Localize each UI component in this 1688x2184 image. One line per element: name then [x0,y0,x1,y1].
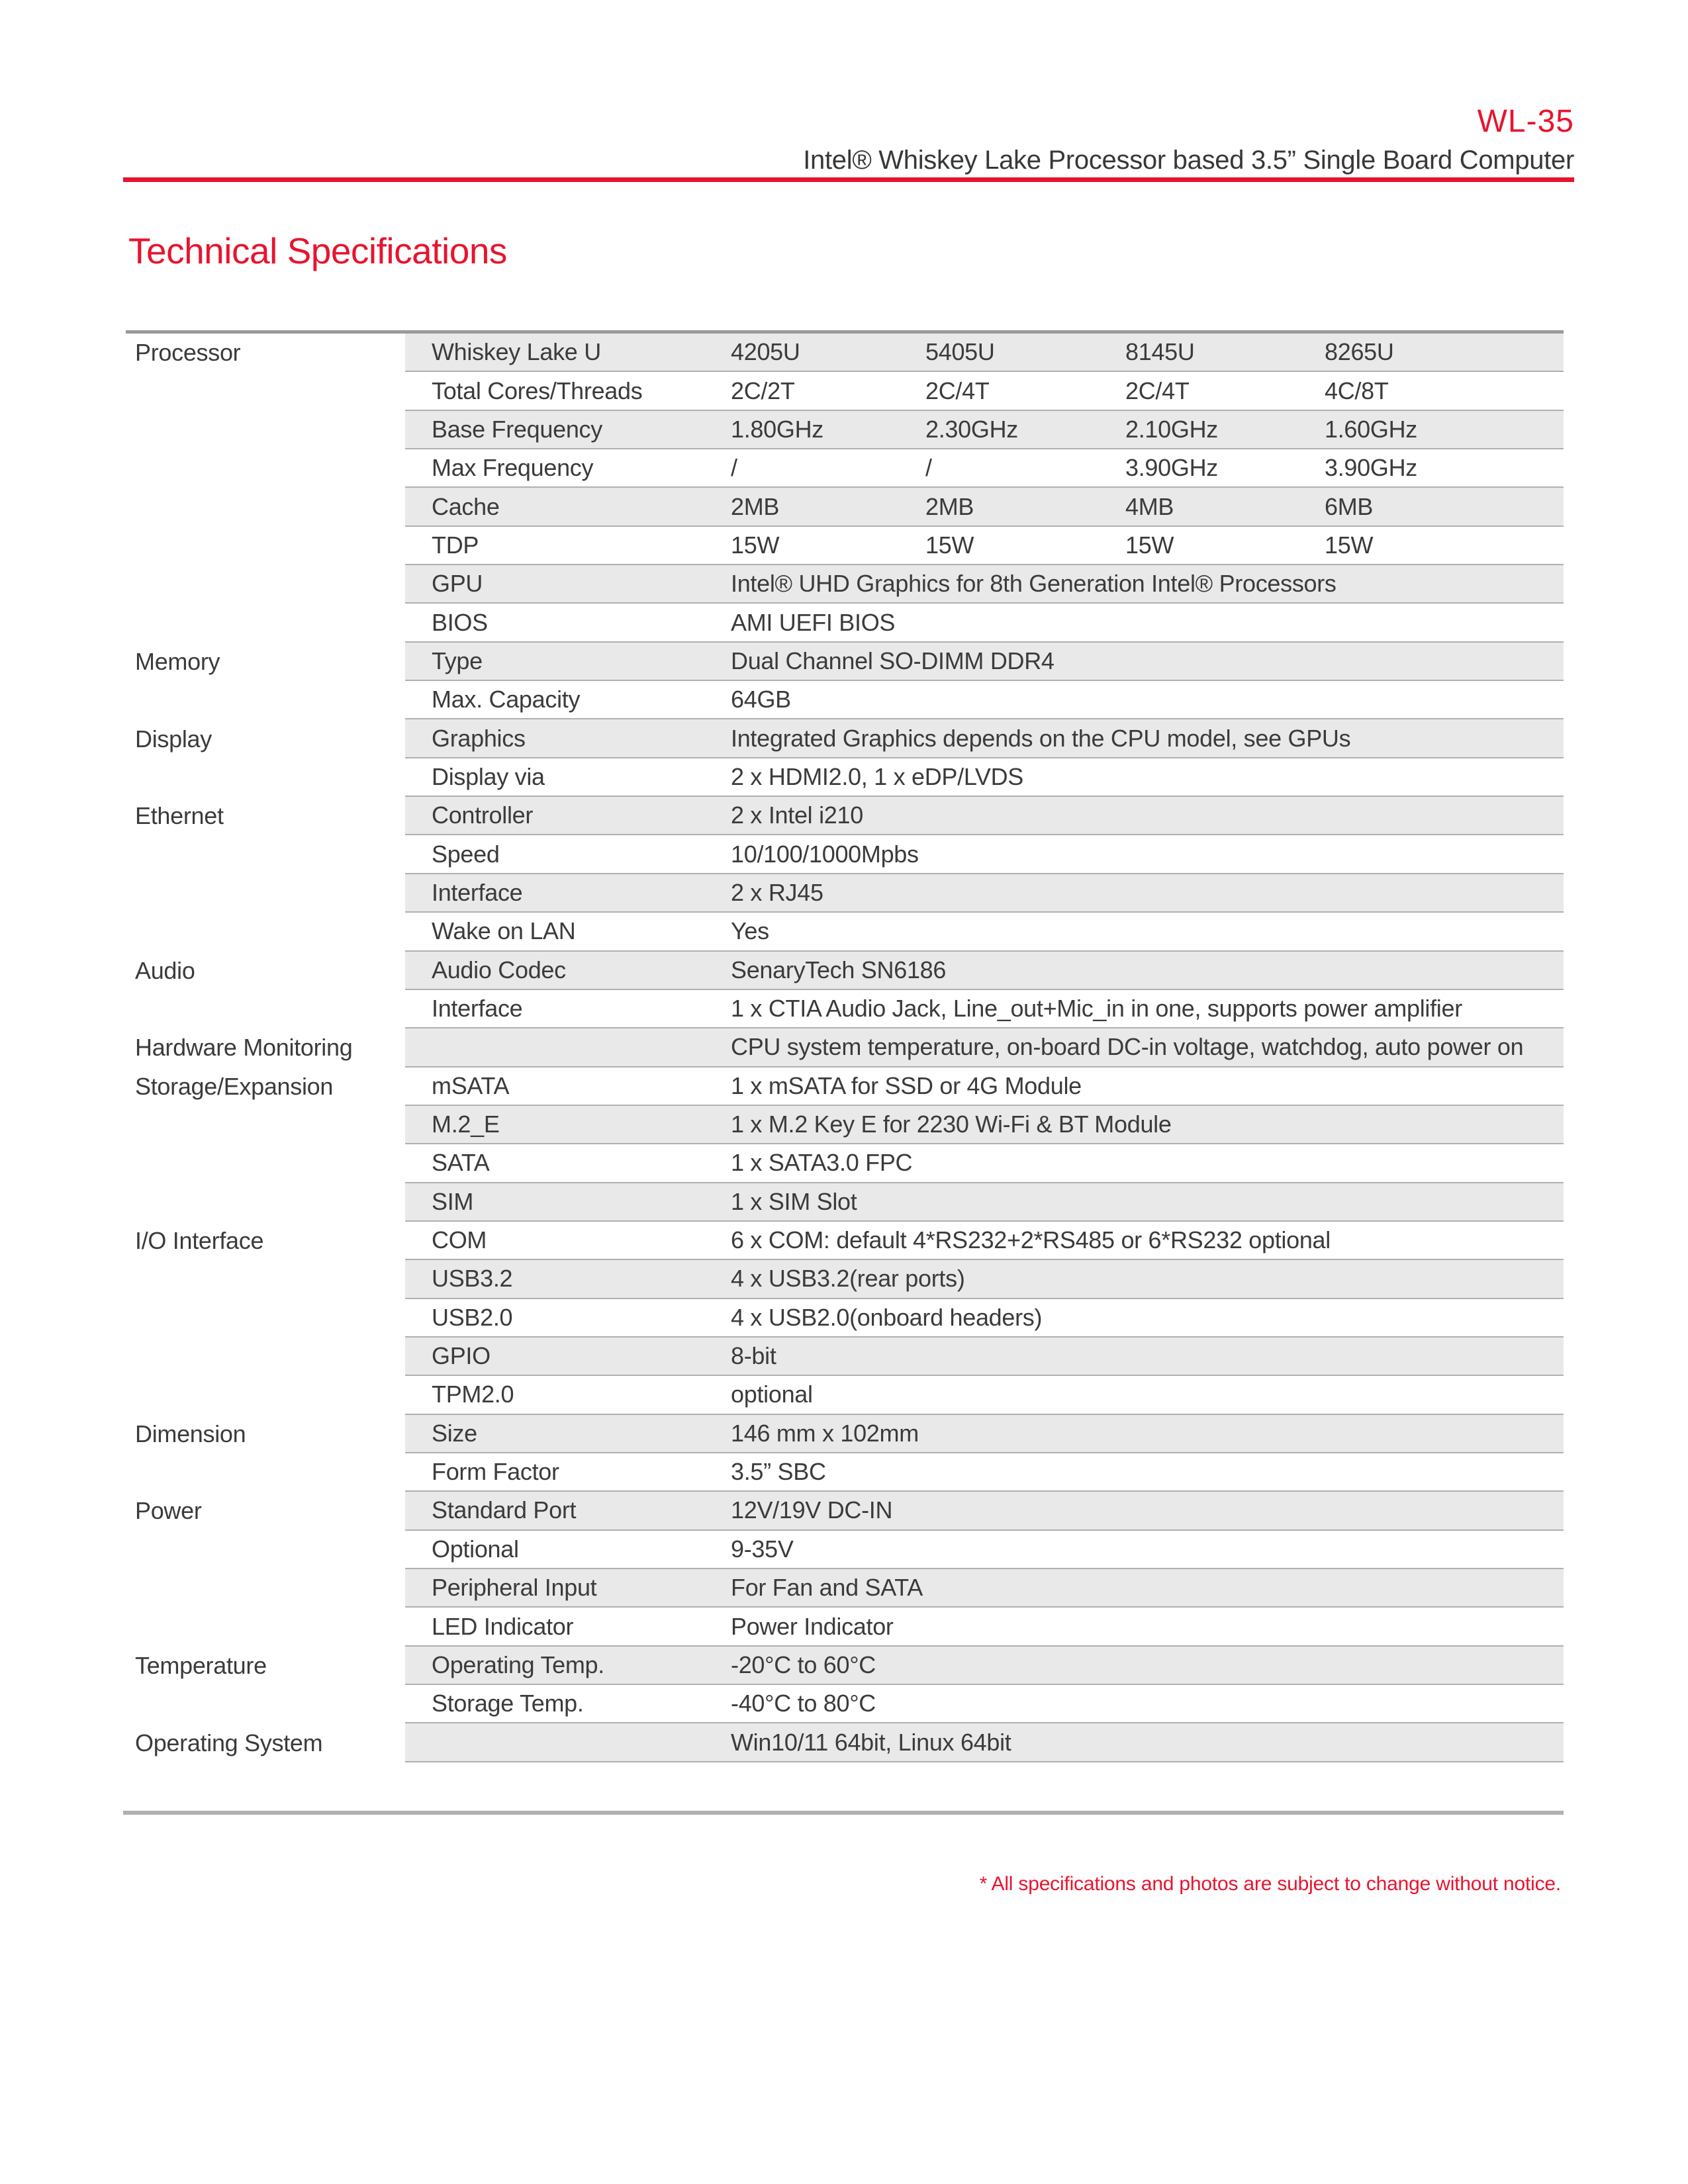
spec-name-cell: COM [432,1226,487,1254]
spec-value-cell: Integrated Graphics depends on the CPU model, see GPUs [731,724,1351,752]
category-cell [126,411,405,449]
spec-row-fields [405,1569,1564,1608]
spec-value-cell: 1 x CTIA Audio Jack, Line_out+Mic_in in one, supports power amplifier [731,995,1462,1023]
spec-value-cell: 4 x USB3.2(rear ports) [731,1265,965,1293]
category-cell: Memory [126,643,405,681]
spec-value-cell: 2.10GHz [1125,415,1218,443]
category-cell [126,565,405,604]
category-cell [126,1376,405,1414]
table-row [126,1569,1564,1608]
table-row [126,1531,1564,1569]
spec-row-fields [405,990,1564,1028]
spec-row-fields [405,449,1564,488]
spec-value-cell: SenaryTech SN6186 [731,956,947,983]
spec-row-fields [405,1415,1564,1453]
footnote: * All specifications and photos are subject to change without notice. [979,1873,1561,1895]
spec-value-cell: 2C/4T [1125,377,1190,404]
spec-value-cell: -40°C to 80°C [731,1690,876,1717]
table-row [126,488,1564,526]
spec-name-cell: TPM2.0 [432,1381,514,1408]
spec-name-cell: TDP [432,531,479,559]
header-subtitle: Intel® Whiskey Lake Processor based 3.5” Single Board Computer [803,146,1574,175]
spec-value-cell: 12V/19V DC-IN [731,1496,893,1524]
spec-row-fields [405,758,1564,797]
spec-value-cell: optional [731,1381,813,1408]
table-row [126,1723,1564,1762]
table-row [126,990,1564,1028]
spec-name-cell: BIOS [432,608,488,636]
spec-value-cell: 4205U [731,338,800,366]
spec-row-fields [405,1028,1564,1067]
spec-name-cell: USB3.2 [432,1265,513,1293]
spec-value-cell: 146 mm x 102mm [731,1419,919,1447]
spec-row-fields [405,797,1564,835]
page-title: Technical Specifications [128,230,507,271]
spec-name-cell: Storage Temp. [432,1690,584,1717]
table-row [126,719,1564,758]
category-cell [126,488,405,526]
category-cell [126,1338,405,1376]
spec-row-fields [405,411,1564,449]
spec-row-fields [405,1492,1564,1530]
table-row [126,1608,1564,1646]
spec-row-fields [405,1608,1564,1646]
spec-name-cell: Form Factor [432,1458,559,1486]
category-cell [126,527,405,565]
category-cell: Processor [126,334,405,372]
category-cell [126,1183,405,1222]
spec-value-cell: Yes [731,917,769,945]
category-cell [126,1260,405,1298]
table-row [126,411,1564,449]
spec-value-cell: For Fan and SATA [731,1574,923,1602]
spec-value-cell: 2C/4T [925,377,990,404]
spec-value-cell: 3.90GHz [1125,454,1218,482]
spec-value-cell: 4C/8T [1325,377,1389,404]
spec-row-fields [405,1531,1564,1569]
spec-name-cell: Base Frequency [432,415,602,443]
category-cell: Temperature [126,1647,405,1685]
category-cell: Power [126,1492,405,1530]
table-row [126,334,1564,372]
spec-value-cell: 15W [925,531,974,559]
category-cell [126,1299,405,1338]
spec-row-fields [405,1183,1564,1222]
spec-value-cell: 64GB [731,686,791,713]
category-cell [126,990,405,1028]
spec-row-fields [405,719,1564,758]
spec-value-cell: CPU system temperature, on-board DC-in voltage, watchdog, auto power on [731,1033,1524,1061]
spec-name-cell: USB2.0 [432,1303,513,1331]
table-row [126,449,1564,488]
table-row [126,1492,1564,1530]
spec-value-cell: 4MB [1125,492,1174,520]
spec-value-cell: 8-bit [731,1342,776,1370]
spec-value-cell: 1 x SATA3.0 FPC [731,1149,913,1177]
table-row [126,1338,1564,1376]
spec-row-fields [405,681,1564,719]
spec-row-fields [405,334,1564,372]
spec-value-cell: Win10/11 64bit, Linux 64bit [731,1728,1011,1756]
spec-row-fields [405,1453,1564,1492]
spec-name-cell: SIM [432,1187,474,1215]
spec-name-cell: Audio Codec [432,956,566,983]
table-row [126,1068,1564,1106]
spec-name-cell: M.2_E [432,1111,500,1138]
spec-name-cell: Peripheral Input [432,1574,597,1602]
table-row [126,1183,1564,1222]
spec-value-cell: 1.80GHz [731,415,823,443]
spec-value-cell: 1.60GHz [1325,415,1417,443]
spec-value-cell: 2 x HDMI2.0, 1 x eDP/LVDS [731,762,1023,790]
spec-name-cell: Max Frequency [432,454,594,482]
table-row [126,874,1564,913]
table-row [126,372,1564,410]
table-row [126,1415,1564,1453]
spec-value-cell: Intel® UHD Graphics for 8th Generation Intel® Processors [731,570,1336,598]
table-row [126,952,1564,990]
table-row [126,1453,1564,1492]
table-row [126,643,1564,681]
spec-value-cell: 10/100/1000Mpbs [731,840,919,868]
spec-name-cell: SATA [432,1149,490,1177]
spec-name-cell: Controller [432,801,534,829]
spec-name-cell: GPIO [432,1342,491,1370]
spec-table [126,330,1564,1762]
table-row [126,758,1564,797]
spec-value-cell: 15W [731,531,780,559]
spec-value-cell: 3.5” SBC [731,1458,826,1486]
spec-row-fields [405,1685,1564,1723]
spec-name-cell: LED Indicator [432,1612,574,1640]
category-cell [126,1106,405,1144]
category-cell [126,604,405,642]
spec-name-cell: Type [432,647,483,674]
category-cell [126,1685,405,1723]
spec-value-cell: AMI UEFI BIOS [731,608,896,636]
category-cell [126,758,405,797]
category-cell: Audio [126,952,405,990]
table-row [126,913,1564,951]
table-row [126,797,1564,835]
spec-row-fields [405,1144,1564,1183]
category-cell [126,1531,405,1569]
spec-name-cell: mSATA [432,1071,510,1099]
spec-value-cell: Dual Channel SO-DIMM DDR4 [731,647,1055,674]
category-cell [126,449,405,488]
spec-value-cell: Power Indicator [731,1612,894,1640]
spec-name-cell: Operating Temp. [432,1651,604,1678]
category-cell: Storage/Expansion [126,1068,405,1106]
spec-value-cell: 8145U [1125,338,1195,366]
category-cell [126,681,405,719]
table-row [126,835,1564,874]
table-row [126,1376,1564,1414]
spec-value-cell: / [731,454,737,482]
spec-row-fields [405,874,1564,913]
spec-row-fields [405,913,1564,951]
spec-name-cell: Graphics [432,724,526,752]
spec-value-cell: -20°C to 60°C [731,1651,876,1678]
spec-row-fields [405,488,1564,526]
spec-row-fields [405,372,1564,410]
spec-value-cell: 6MB [1325,492,1374,520]
spec-row-fields [405,604,1564,642]
spec-name-cell: Whiskey Lake U [432,338,601,366]
spec-name-cell: Display via [432,762,545,790]
spec-value-cell: / [925,454,932,482]
spec-value-cell: 15W [1125,531,1174,559]
spec-value-cell: 2 x Intel i210 [731,801,863,829]
spec-name-cell: Speed [432,840,500,868]
spec-row-fields [405,952,1564,990]
category-cell [126,1453,405,1492]
category-cell: Display [126,719,405,758]
table-row [126,1685,1564,1723]
spec-name-cell: GPU [432,570,483,598]
spec-row-fields [405,1723,1564,1762]
spec-name-cell [405,1723,731,1760]
spec-name-cell: Standard Port [432,1496,577,1524]
table-row [126,565,1564,604]
bottom-divider [123,1811,1564,1815]
spec-value-cell: 1 x M.2 Key E for 2230 Wi-Fi & BT Module [731,1111,1172,1138]
table-row [126,1299,1564,1338]
spec-value-cell: 5405U [925,338,995,366]
table-row [126,1106,1564,1144]
spec-name-cell [405,1028,731,1066]
spec-name-cell: Max. Capacity [432,686,581,713]
table-row [126,1222,1564,1260]
spec-value-cell: 1 x mSATA for SSD or 4G Module [731,1071,1082,1099]
spec-value-cell: 9-35V [731,1535,794,1563]
spec-value-cell: 2.30GHz [925,415,1018,443]
spec-value-cell: 3.90GHz [1325,454,1417,482]
spec-value-cell: 2 x RJ45 [731,878,823,906]
spec-row-fields [405,1338,1564,1376]
spec-row-fields [405,1260,1564,1298]
spec-row-fields [405,1299,1564,1338]
spec-name-cell: Size [432,1419,477,1447]
spec-value-cell: 6 x COM: default 4*RS232+2*RS485 or 6*RS232 optional [731,1226,1331,1254]
spec-value-cell: 2MB [731,492,780,520]
spec-name-cell: Wake on LAN [432,917,576,945]
spec-value-cell: 15W [1325,531,1374,559]
table-row [126,604,1564,642]
category-cell: I/O Interface [126,1222,405,1260]
spec-row-fields [405,527,1564,565]
spec-name-cell: Optional [432,1535,519,1563]
category-cell [126,1608,405,1646]
category-cell [126,835,405,874]
spec-value-cell: 2C/2T [731,377,795,404]
spec-row-fields [405,565,1564,604]
category-cell [126,1144,405,1183]
table-row [126,1260,1564,1298]
table-row [126,1144,1564,1183]
header-divider [123,177,1574,182]
table-row [126,1647,1564,1685]
spec-name-cell: Cache [432,492,500,520]
spec-value-cell: 4 x USB2.0(onboard headers) [731,1303,1043,1331]
spec-row-fields [405,1376,1564,1414]
category-cell [126,372,405,410]
spec-value-cell: 2MB [925,492,974,520]
spec-row-fields [405,1068,1564,1106]
spec-name-cell: Interface [432,878,523,906]
spec-row-fields [405,1222,1564,1260]
spec-row-fields [405,643,1564,681]
table-row [126,1028,1564,1067]
category-cell [126,913,405,951]
category-cell: Hardware Monitoring [126,1028,405,1067]
spec-row-fields [405,1106,1564,1144]
spec-name-cell: Interface [432,995,523,1023]
table-row [126,527,1564,565]
spec-row-fields [405,1647,1564,1685]
spec-value-cell: 8265U [1325,338,1394,366]
category-cell: Ethernet [126,797,405,835]
category-cell [126,874,405,913]
spec-value-cell: 1 x SIM Slot [731,1187,857,1215]
category-cell: Dimension [126,1415,405,1453]
category-cell [126,1569,405,1608]
category-cell: Operating System [126,1723,405,1762]
spec-name-cell: Total Cores/Threads [432,377,643,404]
spec-row-fields [405,835,1564,874]
table-row [126,681,1564,719]
model-number: WL-35 [1477,104,1574,139]
